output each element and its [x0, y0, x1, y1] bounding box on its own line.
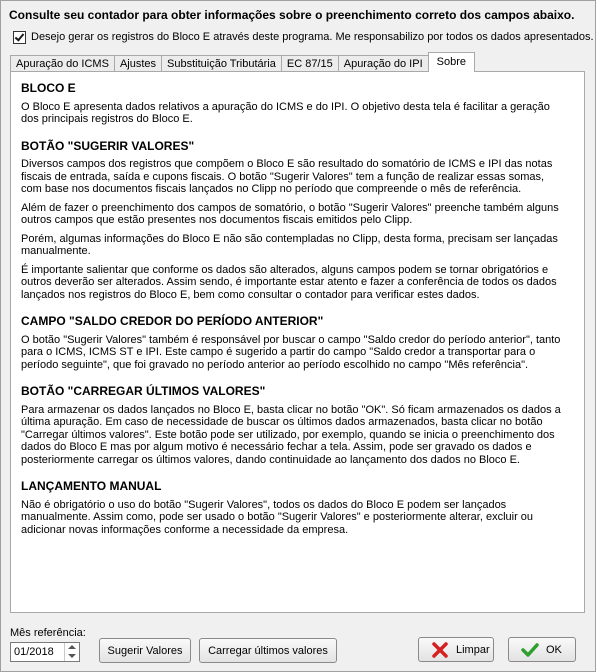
limpar-label: Limpar — [456, 643, 490, 656]
tab-bar — [10, 52, 474, 72]
tab-apuracao-ipi[interactable]: Apuração do IPI — [338, 55, 429, 72]
tab-apuracao-icms[interactable]: Apuração do ICMS — [10, 55, 115, 72]
spin-down-icon[interactable] — [65, 652, 79, 661]
section-paragraph: Diversos campos dos registros que compõem o Bloco E são resultado do somatório de ICMS e IPI das notas fiscais de entrada, saída e cupons fiscais. O botão "Sugerir Valores" tem a função de realizar essas somas, com base nos documentos fiscais lançados no Clipp no período que compreende o mês de referência. — [21, 158, 553, 195]
generate-bloco-e-checkbox-row[interactable] — [13, 30, 594, 44]
section-saldo-credor — [21, 315, 566, 371]
sugerir-valores-button[interactable] — [99, 638, 191, 663]
tab-sobre[interactable]: Sobre — [428, 52, 475, 72]
section-sugerir-valores — [21, 140, 566, 302]
section-paragraph: O Bloco E apresenta dados relativos a apuração do ICMS e do IPI. O objetivo desta tela é facilitar a geração dos principais registros do Bloco E. — [21, 100, 550, 125]
generate-bloco-e-checkbox[interactable] — [13, 31, 26, 44]
section-paragraph: Não é obrigatório o uso do botão "Sugerir Valores", todos os dados do Bloco E podem ser lançados manualmente. Assim como, pode ser usado o botão "Sugerir Valores" e posteriormente alterar, excluir ou adicionar novas informações conforme a necessidade da empresa. — [21, 498, 534, 536]
sugerir-valores-label: Sugerir Valores — [107, 644, 183, 657]
sobre-content — [21, 82, 566, 550]
ok-label: OK — [546, 643, 562, 656]
tab-ec-87-15[interactable]: EC 87/15 — [281, 55, 339, 72]
section-carregar-ultimos-valores — [21, 385, 566, 466]
section-title: CAMPO "SALDO CREDOR DO PERÍODO ANTERIOR" — [21, 314, 324, 328]
section-paragraph: Porém, algumas informações do Bloco E não são contempladas no Clipp, desta forma, precisam ser lançadas manualmente. — [21, 232, 558, 257]
section-lancamento-manual — [21, 480, 566, 536]
section-title: BLOCO E — [21, 81, 76, 95]
mes-referencia-spinner[interactable] — [64, 643, 79, 661]
mes-referencia-value: 01/2018 — [14, 646, 54, 658]
section-paragraph: Além de fazer o preenchimento dos campos de somatório, o botão "Sugerir Valores" preenche também alguns outros campos que estão presentes nos documentos fiscais emitidos pelo Clipp. — [21, 201, 559, 226]
section-paragraph: É importante salientar que conforme os dados são alterados, alguns campos podem se tornar obrigatórios e outros deverão ser alterados. Assim sendo, é importante estar atento e fazer a conferência de todos os dados lançados nos registros do Bloco E, bem como consultar o contador para verificar estes dados. — [21, 263, 557, 301]
ok-button[interactable] — [508, 637, 576, 662]
limpar-button[interactable] — [418, 637, 494, 662]
checkbox-label: Desejo gerar os registros do Bloco E através deste programa. Me responsabilizo por todos os dados apresentados. — [31, 31, 594, 43]
red-x-icon — [431, 642, 449, 658]
mes-referencia-field[interactable] — [10, 642, 80, 662]
page-heading: Consulte seu contador para obter informações sobre o preenchimento correto dos campos abaixo. — [9, 8, 575, 22]
spin-up-icon[interactable] — [65, 643, 79, 652]
section-title: LANÇAMENTO MANUAL — [21, 479, 162, 493]
section-paragraph: Para armazenar os dados lançados no Bloco E, basta clicar no botão "OK". Só ficam armazenados os dados a última apuração. Em caso de necessidade de buscar os últimos dados armazenados, basta clicar no botão "Carregar últimos valores". Este botão pode ser utilizado, por exemplo, quando se inicia o preenchimento dos dados do Bloco E mas por algum motivo é necessário fechar a tela. Assim, pode ser gravado os dados e posteriormente carregar os últimos valores, dando continuidade ao lançamento dos dados no Bloco E. — [21, 403, 561, 466]
section-paragraph: O botão "Sugerir Valores" também é responsável por buscar o campo "Saldo credor do período anterior", tanto para o ICMS, ICMS ST e IPI. Este campo é sugerido a partir do campo "Saldo credor a transportar para o período seguinte", que foi gravado no período anterior ao período escolhido no campo "Mês referência". — [21, 333, 561, 371]
carregar-ultimos-valores-button[interactable] — [199, 638, 337, 663]
mes-referencia-label: Mês referência: — [10, 627, 86, 639]
tab-ajustes[interactable]: Ajustes — [114, 55, 162, 72]
tab-substituicao-tributaria[interactable]: Substituição Tributária — [161, 55, 282, 72]
sobre-panel — [10, 71, 585, 613]
green-check-icon — [521, 642, 539, 658]
section-title: BOTÃO "SUGERIR VALORES" — [21, 138, 195, 153]
section-title: BOTÃO "CARREGAR ÚLTIMOS VALORES" — [21, 384, 266, 398]
section-bloco-e — [21, 82, 566, 126]
carregar-ultimos-valores-label: Carregar últimos valores — [208, 644, 328, 657]
